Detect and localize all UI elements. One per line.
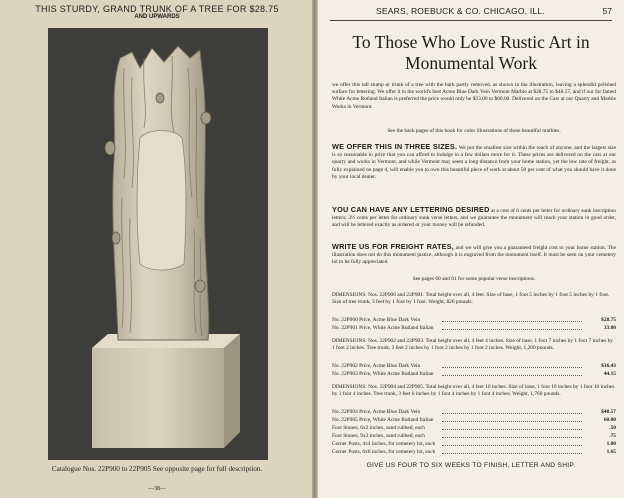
price-row-name: No. 22P900 Price, Acme Blue Dark Vein (332, 317, 421, 323)
lettering-paragraph (332, 206, 616, 230)
lettering-text: at a cost of 6 cents per letter for ordinary sunk inscription letters; 3½ cents per letter for ordinary sunk verse letters, and we guarantee the monument will reach your station in good order, and will be lettered exactly as ordered or your money will be refunded. (332, 208, 616, 229)
leader-dots (442, 453, 582, 454)
sizes-paragraph (332, 143, 616, 181)
monument-illustration (48, 28, 268, 460)
left-page-subheader: AND UPWARDS (134, 14, 180, 20)
leader-dots (442, 375, 582, 376)
publisher-name: SEARS, ROEBUCK & CO. CHICAGO, ILL. (376, 6, 545, 16)
price-row-price: $48.57 (601, 409, 616, 415)
title-line-1: To Those Who Love Rustic Art in (352, 32, 590, 52)
dimensions-group-2: DIMENSIONS: Nos. 22P902 and 22P903. Total height over all, 4 feet 4 inches. Size of base, 1 foot 7 inches by 1 foot 7 inches by 1 foot 2 inches. Tree trunk, 3 feet 2 inches by 1 foot 2 inches by 1 foot 2 inches. Weight, 1,200 pounds. (332, 338, 613, 352)
price-row-price: 60.00 (603, 417, 616, 423)
sizes-text: We put the smallest size within the reach of anyone, and the largest size is so reasonable in price that you can afford to indulge in a few dollars more for it. These prices are delivered on the cars at our quarry and works in Vermont, and while Vermont may seem a long distance from your home station, yet the low rate of freight, as fully explained on page 4, will enable you to own this beautiful piece of work at about 50 per cent of what you should have it done by your local dealer. (332, 145, 616, 180)
leader-dots (442, 445, 582, 446)
price-row (332, 424, 616, 432)
freight-lead: WRITE US FOR FREIGHT RATES, (332, 242, 454, 251)
price-row-name: Corner Posts, 6x6 inches, for cemetery lot, each (332, 449, 436, 455)
illustration-caption: Catalogue Nos. 22P900 to 22P905 See opposite page for full description. (51, 465, 263, 473)
intro-paragraph: we offer this tall stump or trunk of a tree with the bark partly removed, as shown in the illustration, leaving a splendid polished surface for lettering. We offer it in the world's best Acme Blue Dark Vein Vermont Marble at $28.75 to $48.57, and if our far famed White Acme Rutland Italian is preferred the price would only be $33.00 to $60.00. Delivered on the Cars at our Quarry and Marble Works in Vermont. (332, 82, 616, 110)
left-folio: —38— (148, 486, 166, 492)
price-row-price: 1.00 (606, 441, 616, 447)
running-header (330, 6, 612, 21)
price-row-name: No. 22P903 Price, White Acme Rutland Italian (332, 371, 434, 377)
verse-note: See pages 60 and 61 for some popular verse inscriptions. (412, 276, 536, 282)
price-row (332, 416, 616, 424)
price-row-price: 33.00 (603, 325, 616, 331)
price-row-price: $36.43 (601, 363, 616, 369)
price-row-name: Foot Stones, 6x2 inches, sand rubbed, each (332, 425, 425, 431)
price-row-name: No. 22P905 Price, White Acme Rutland Italian (332, 417, 434, 423)
price-row-price: .75 (609, 433, 616, 439)
page-number: 57 (602, 6, 612, 16)
lettering-lead: YOU CAN HAVE ANY LETTERING DESIRED (332, 205, 490, 214)
price-row (332, 316, 616, 324)
leader-dots (442, 329, 582, 330)
price-row-price: .50 (609, 425, 616, 431)
right-page (318, 0, 624, 498)
price-row (332, 324, 616, 332)
leader-dots (442, 421, 582, 422)
leader-dots (442, 321, 582, 322)
sizes-lead: WE OFFER THIS IN THREE SIZES. (332, 142, 458, 151)
price-row-price: 1.65 (606, 449, 616, 455)
dimensions-group-3: DIMENSIONS: Nos. 22P904 and 22P905. Total height over all, 4 feet 10 inches. Size of base, 1 foot 10 inches by 1 foot 10 inches by 1 foot 4 inches. Tree trunk, 3 feet 6 inches by 1 foot 4 inches by 1 foot 4 inches. Weight, 1,760 pounds. (332, 384, 615, 398)
price-row (332, 432, 616, 440)
price-row-name: No. 22P902 Price, Acme Blue Dark Vein (332, 363, 421, 369)
price-row-name: No. 22P904 Price, Acme Blue Dark Vein (332, 409, 421, 415)
shipping-footer: GIVE US FOUR TO SIX WEEKS TO FINISH, LETTER AND SHIP. (366, 462, 576, 469)
price-row-price: 44.15 (603, 371, 616, 377)
leader-dots (442, 413, 582, 414)
price-row (332, 448, 616, 456)
dimensions-group-1: DIMENSIONS: Nos. 22P900 and 22P901. Total height over all, 4 feet. Size of base, 1 foot 5 inches by 1 foot 5 inches by 1 foot. Size of tree trunk, 3 feet by 1 foot by 1 foot. Weight, 820 pounds. (332, 292, 610, 306)
price-row (332, 440, 616, 448)
price-row (332, 370, 616, 378)
left-page-header: THIS STURDY, GRAND TRUNK OF A TREE FOR $28.75 (35, 4, 279, 14)
freight-text: and we will give you a guaranteed freight cost to your home station. The illustration does not do this monument justice, although it is engraved from the monument itself. It must be seen on your cemetery lot to be fully appreciated (332, 245, 616, 266)
price-row (332, 408, 616, 416)
freight-paragraph (332, 243, 616, 267)
tree-trunk-monument-image (48, 28, 268, 460)
leader-dots (442, 429, 582, 430)
title-line-2: Monumental Work (405, 53, 537, 73)
price-row (332, 362, 616, 370)
color-illustrations-note: See the back pages of this book for color illustrations of these beautiful marbles. (387, 128, 561, 134)
leader-dots (442, 437, 582, 438)
price-row-name: Foot Stones, 9x3 inches, sand rubbed, each (332, 433, 425, 439)
leader-dots (442, 367, 582, 368)
price-row-name: No. 22P901 Price, White Acme Rutland Italian (332, 325, 434, 331)
price-row-name: Corner Posts, 4x4 inches, for cemetery lot, each (332, 441, 436, 447)
page-title (318, 32, 624, 74)
price-row-price: $28.75 (601, 317, 616, 323)
